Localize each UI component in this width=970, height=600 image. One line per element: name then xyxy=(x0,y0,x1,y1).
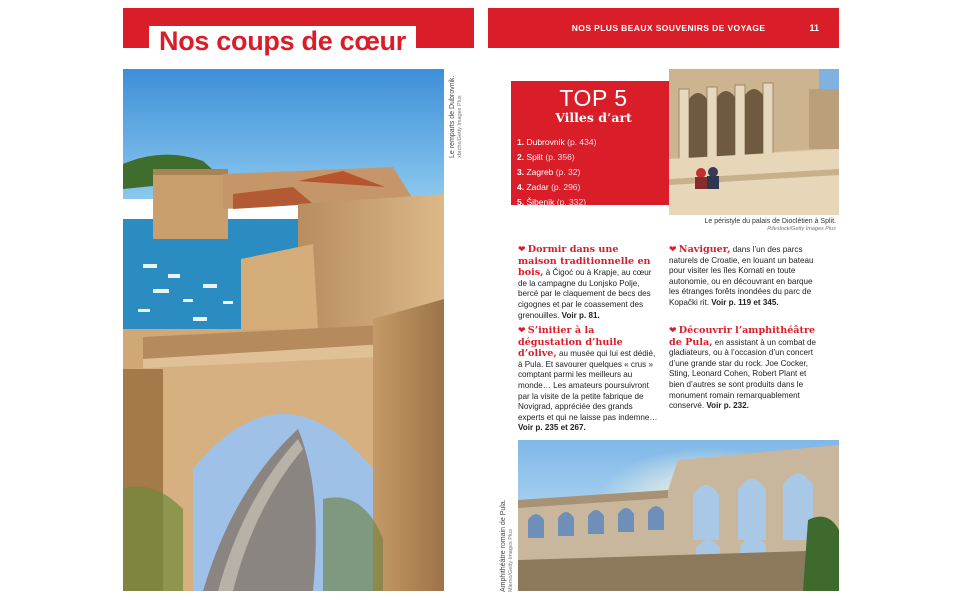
highlight-heading: S’initier à la dégustation d’huile d’olive, xyxy=(518,325,623,360)
highlight-heading: Dormir dans une maison traditionnelle en bois, xyxy=(518,244,651,279)
top5-item: 2. Split (p. 356) xyxy=(517,152,575,162)
top5-box xyxy=(511,81,676,205)
dubrovnik-photo-credit xyxy=(449,76,463,158)
highlight-item xyxy=(518,325,658,434)
highlight-heading: Naviguer, xyxy=(678,244,731,255)
running-head: NOS PLUS BEAUX SOUVENIRS DE VOYAGE xyxy=(571,23,766,33)
dubrovnik-illustration xyxy=(123,69,444,591)
split-photo xyxy=(669,69,839,215)
page-number: 11 xyxy=(809,23,819,33)
heart-icon: ❤ xyxy=(669,325,677,335)
top5-item: 4. Zadar (p. 296) xyxy=(517,182,581,192)
dubrovnik-caption: Le remparts de Dubrovnik. xyxy=(449,75,456,158)
top5-item: 1. Dubrovnik (p. 434) xyxy=(517,137,597,147)
heart-icon: ❤ xyxy=(669,244,677,254)
highlight-text: à Čigoć ou à Krapje, au cœur de la campagne du Lonjsko Polje, bercé par le claquement de becs des cigognes et par le coassement des grenouilles. xyxy=(518,268,652,320)
highlight-heading: Découvrir l’amphithéâtre de Pula, xyxy=(669,325,816,348)
heart-icon: ❤ xyxy=(518,244,526,254)
split-illustration xyxy=(669,69,839,215)
highlight-item xyxy=(669,244,819,309)
highlight-text: au musée qui lui est dédié, à Pula. Et savourer quelques « crus » comptant parmi les meilleurs au monde… Les amateurs poursuivront par la visite de la petite fabrique de Novigrad, appréciée des grands experts et qui ne laisse pas indemne… xyxy=(518,349,658,422)
split-caption: Le péristyle du palais de Dioclétien à Split. xyxy=(704,218,836,225)
highlight-item xyxy=(518,244,658,321)
pula-caption: Amphithéâtre romain de Pula. xyxy=(500,499,507,592)
highlight-ref: Voir p. 81. xyxy=(561,310,600,320)
highlight-item xyxy=(669,325,819,412)
pula-source: Miemo/Getty Images Plus xyxy=(508,529,515,592)
top5-list xyxy=(517,135,596,210)
dubrovnik-source: xbrchx/Getty Images Plus xyxy=(457,95,464,158)
top5-item: 5. Šibenik (p. 332) xyxy=(517,197,587,207)
heart-icon: ❤ xyxy=(518,325,526,335)
page-title: Nos coups de cœur xyxy=(159,26,406,56)
highlight-ref: Voir p. 235 et 267. xyxy=(518,423,586,433)
top5-heading: TOP 5 xyxy=(559,85,628,111)
split-source: Rilestock/Getty Images Plus xyxy=(767,226,836,233)
pula-photo-credit xyxy=(500,499,514,592)
highlight-ref: Voir p. 119 et 345. xyxy=(711,297,779,307)
split-photo-caption xyxy=(676,218,836,233)
pula-photo xyxy=(518,440,839,591)
left-title-box xyxy=(149,26,416,57)
highlight-text: dans l’un des parcs naturels de Croatie, en louant un bateau pour visiter les îles Kornati en toute autonomie, ou en découvrant en barque les étranges forêts inondées du parc de Kopački rit. xyxy=(669,245,814,307)
top5-subheading: Villes d’art xyxy=(555,110,632,125)
right-page-banner xyxy=(488,8,839,48)
highlight-ref: Voir p. 232. xyxy=(706,401,749,411)
top5-item: 3. Zagreb (p. 32) xyxy=(517,167,581,177)
highlight-text: en assistant à un combat de gladiateurs, ou à l’occasion d’un concert d’une grande star du rock. Joe Cocker, Sting, Leonard Cohen, Robert Plant et bien d’autres se sont produits dans le monument romain remarquablement conservé. xyxy=(669,337,817,411)
dubrovnik-photo xyxy=(123,69,444,591)
pula-illustration xyxy=(518,440,839,591)
